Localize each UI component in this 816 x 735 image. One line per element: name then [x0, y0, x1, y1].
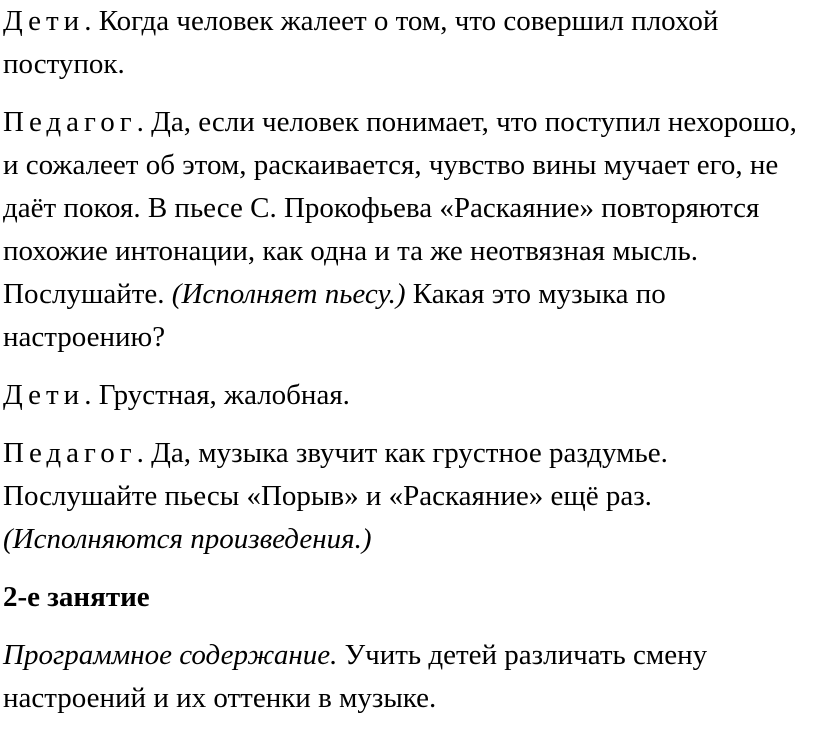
speaker-label: Педагог [3, 437, 137, 469]
program-label: Программное содержание. [3, 639, 338, 671]
paragraph-text: . Да, музыка звучит как грустное раздумье. Послушайте пьесы «Порыв» и «Раскаяние» ещё раз. [3, 437, 668, 512]
dialogue-paragraph-teacher-1 [3, 101, 813, 359]
stage-direction: (Исполняются произведения.) [3, 523, 372, 555]
paragraph-text: . Грустная, жалобная. [84, 379, 350, 411]
paragraph-text: . Когда человек жалеет о том, что совершил плохой поступок. [3, 5, 719, 80]
speaker-label: Дети [3, 5, 85, 37]
dialogue-paragraph-children-1 [3, 0, 813, 86]
document-page [3, 0, 813, 735]
stage-direction: (Исполняет пьесу.) [171, 278, 406, 310]
speaker-label: Дети [3, 379, 85, 411]
paragraph-text-after: Какая это музыка по настроению? [3, 278, 666, 353]
dialogue-paragraph-children-2 [3, 374, 813, 417]
program-content-paragraph [3, 634, 813, 720]
program-text: Учить детей различать смену настроений и их оттенки в музыке. [3, 639, 708, 714]
dialogue-paragraph-teacher-2 [3, 432, 813, 561]
lesson-heading: 2-е занятие [3, 581, 150, 613]
speaker-label: Педагог [3, 106, 137, 138]
paragraph-text: . Да, если человек понимает, что поступил нехорошо, и сожалеет об этом, раскаивается, чувство вины мучает его, не даёт покоя. В пьесе С. Прокофьева «Раскаяние» повторяются похожие интонации, как одна и та же неотвязная мысль. Послушайте. [3, 106, 797, 310]
